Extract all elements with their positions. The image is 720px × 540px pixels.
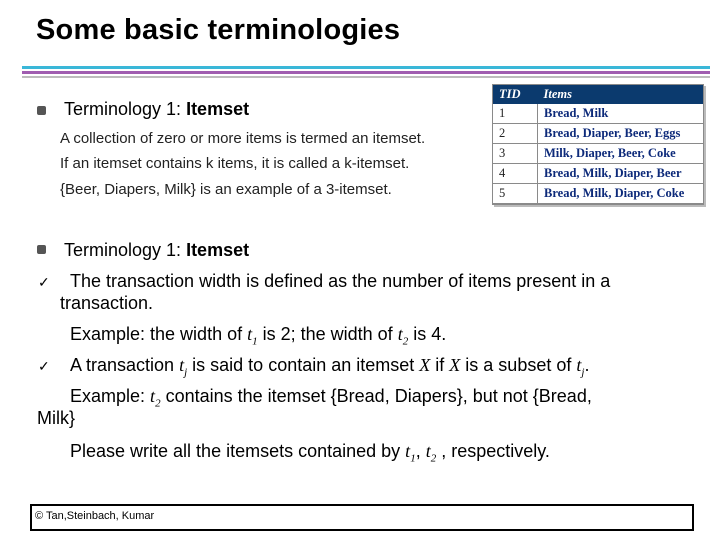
table-row — [493, 104, 703, 124]
contain-mid: is said to contain an itemset — [187, 355, 420, 375]
page-title: Some basic terminologies — [36, 14, 401, 46]
t2-symbol — [150, 386, 161, 410]
table-cell-items: Bread, Diaper, Beer, Eggs — [538, 124, 704, 144]
footer-box — [30, 504, 694, 531]
contain-example-mid: contains the itemset {Bread, Diapers}, but not {Bread, — [160, 386, 592, 406]
section1-line-1: A collection of zero or more items is termed an itemset. — [60, 130, 426, 147]
section1-heading — [64, 99, 249, 120]
title-rule-blue — [22, 66, 710, 69]
t-letter: t — [247, 324, 253, 344]
subscript-2: 2 — [430, 452, 437, 465]
subscript-1: 1 — [252, 335, 258, 348]
t-letter: t — [397, 324, 403, 344]
t-letter: t — [405, 441, 411, 461]
exercise-comma: , — [415, 441, 426, 461]
t2-symbol — [425, 441, 437, 465]
contain-end: . — [584, 355, 590, 375]
table-header-tid: TID — [493, 85, 538, 104]
contain-if: if — [430, 355, 450, 375]
tj-symbol — [179, 355, 188, 379]
contain-subset: is a subset of — [460, 355, 577, 375]
table-row — [493, 184, 703, 204]
section2-heading — [64, 239, 249, 261]
subscript-j: j — [184, 366, 188, 379]
exercise-prefix: Please write all the itemsets contained by — [70, 441, 406, 461]
t1-symbol — [405, 441, 416, 465]
x-symbol: X — [419, 355, 431, 375]
section2-heading-bold: Itemset — [186, 240, 250, 260]
copyright-text: © Tan,Steinbach, Kumar — [35, 510, 155, 522]
t-letter: t — [425, 441, 431, 461]
table-cell-items: Bread, Milk — [538, 104, 704, 124]
exercise-prompt — [70, 440, 550, 470]
square-bullet-icon — [37, 245, 46, 254]
contain-example-end: Milk} — [37, 408, 76, 428]
subscript-2: 2 — [155, 397, 161, 410]
contain-example — [70, 385, 592, 415]
contain-example-prefix: Example: — [70, 386, 151, 406]
exercise-suffix: , respectively. — [436, 441, 550, 461]
t1-symbol — [247, 324, 258, 348]
subscript-j: j — [581, 366, 585, 379]
table-row — [493, 124, 703, 144]
square-bullet-icon — [37, 106, 46, 115]
subscript-2: 2 — [402, 335, 409, 348]
contain-prefix: A transaction — [70, 355, 180, 375]
t2-symbol — [397, 324, 409, 348]
subscript-1: 1 — [410, 452, 416, 465]
table-row — [493, 164, 703, 184]
table-cell-tid: 5 — [493, 184, 538, 204]
checkmark-icon: ✓ — [38, 358, 50, 374]
section1-heading-bold: Itemset — [186, 99, 250, 119]
table-header-row — [493, 85, 703, 104]
title-rule-purple — [22, 71, 710, 74]
section1-heading-prefix: Terminology 1: — [64, 99, 187, 119]
t-letter: t — [179, 355, 185, 375]
table-row — [493, 144, 703, 164]
width-definition-line2: transaction. — [60, 293, 154, 313]
table-cell-items: Milk, Diaper, Beer, Coke — [538, 144, 704, 164]
width-definition-line1: The transaction width is defined as the number of items present in a — [70, 271, 611, 291]
table-header-items: Items — [538, 85, 704, 104]
table-cell-tid: 3 — [493, 144, 538, 164]
table-cell-items: Bread, Milk, Diaper, Coke — [538, 184, 704, 204]
table-cell-tid: 2 — [493, 124, 538, 144]
title-rule-gray — [22, 76, 710, 78]
width-example-mid: is 2; the width of — [257, 324, 398, 344]
checkmark-icon: ✓ — [38, 274, 50, 290]
section2-heading-prefix: Terminology 1: — [64, 240, 187, 260]
table-cell-tid: 1 — [493, 104, 538, 124]
transactions-table — [492, 84, 704, 205]
width-example-suffix: is 4. — [408, 324, 447, 344]
x-symbol: X — [449, 355, 461, 375]
width-example — [70, 323, 446, 353]
contain-definition — [70, 354, 589, 384]
table-cell-tid: 4 — [493, 164, 538, 184]
t-letter: t — [576, 355, 582, 375]
t-letter: t — [150, 386, 156, 406]
section1-line-2: If an itemset contains k items, it is called a k-itemset. — [60, 155, 410, 172]
table-cell-items: Bread, Milk, Diaper, Beer — [538, 164, 704, 184]
width-example-prefix: Example: the width of — [70, 324, 248, 344]
section1-line-3: {Beer, Diapers, Milk} is an example of a 3-itemset. — [60, 181, 392, 198]
